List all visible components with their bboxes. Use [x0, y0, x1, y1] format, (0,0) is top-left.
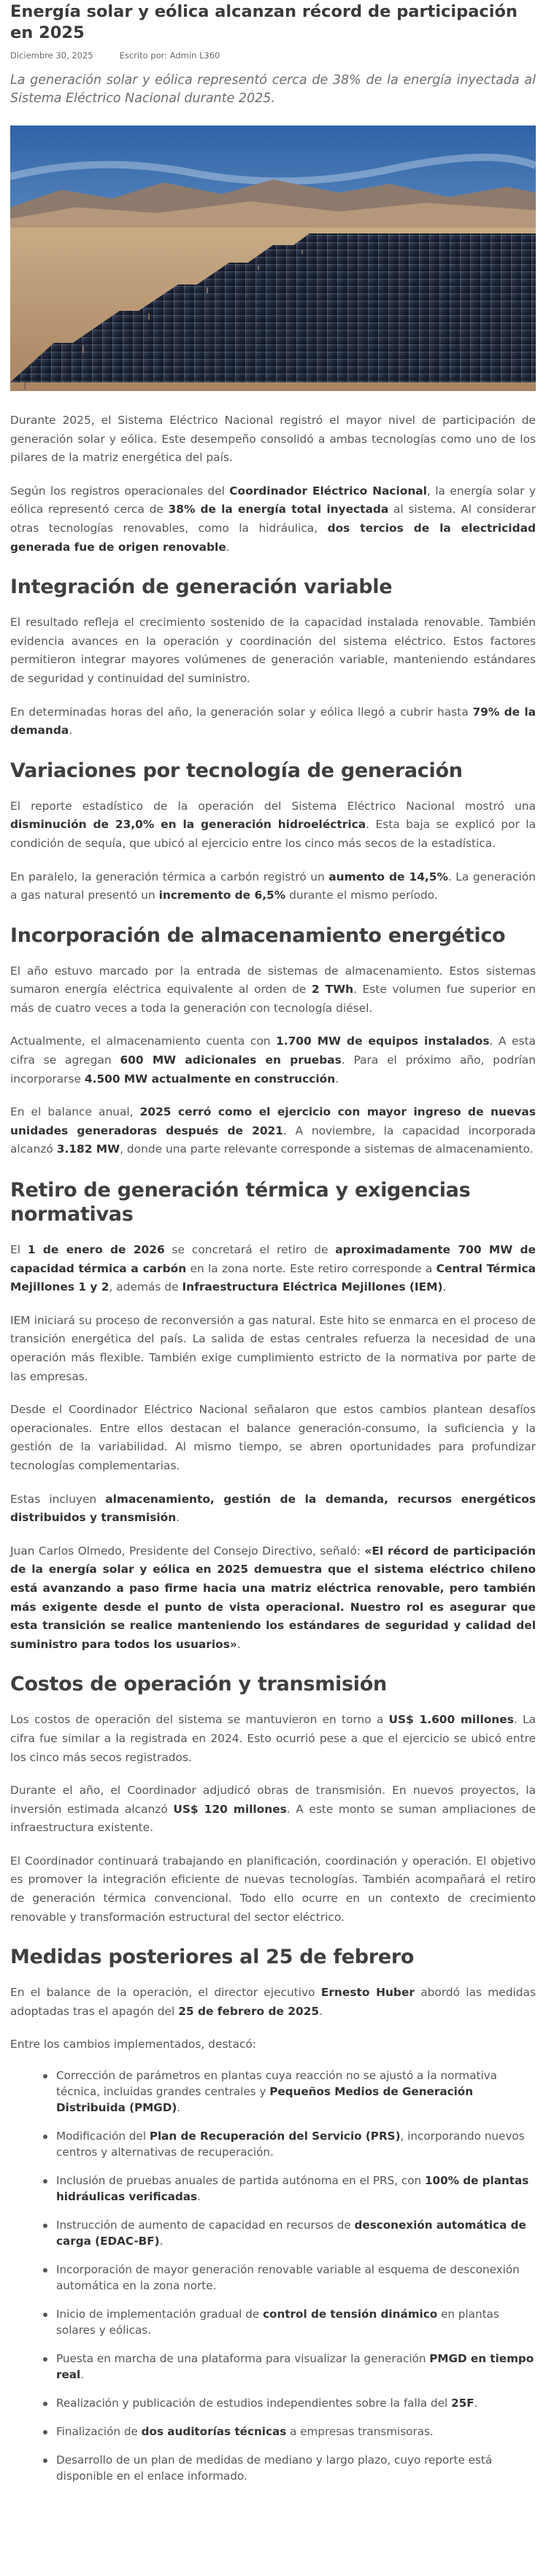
variations-paragraph-2: En paralelo, la generación térmica a carbón registró un aumento de 14,5%. La generación a gas natural presentó un incremento de 6,5% durante el mismo período.	[10, 870, 536, 902]
section-heading-variations: Variaciones por tecnología de generación	[10, 759, 463, 782]
section-heading-storage: Incorporación de almacenamiento energético	[10, 924, 506, 947]
list-item: Realización y publicación de estudios independientes sobre la falla del 25F.	[43, 2395, 536, 2411]
retirement-paragraph-2: IEM iniciará su proceso de reconversión a gas natural. Este hito se enmarca en el proceso de transición energética del país. La salida de estas centrales refuerza la necesidad de una operación más flexible. También exige cumplimiento estricto de la normativa por parte de las empresas.	[10, 1313, 536, 1383]
section-heading-measures: Medidas posteriores al 25 de febrero	[10, 1946, 415, 1969]
section-heading-retirement: Retiro de generación térmica y exigencias normativas	[10, 1179, 471, 1226]
integration-paragraph-1: El resultado refleja el crecimiento sostenido de la capacidad instalada renovable. También evidencia avances en la operación y coordinación del sistema eléctrico. Estos factores permitieron integrar mayores volúmenes de generación variable, manteniendo estándares de seguridad y continuidad del suministro.	[10, 616, 536, 685]
list-item: Inclusión de pruebas anuales de partida autónoma en el PRS, con 100% de plantas hidráulicas verificadas.	[43, 2173, 536, 2205]
list-item: Desarrollo de un plan de medidas de mediano y largo plazo, cuyo reporte está disponible en el enlace informado.	[43, 2452, 536, 2484]
article-title: Energía solar y eólica alcanzan récord de participación en 2025	[10, 2, 518, 42]
storage-paragraph-1: El año estuvo marcado por la entrada de sistemas de almacenamiento. Estos sistemas sumaron energía eléctrica equivalente al orden de 2 TWh. Este volumen fue superior en más de cuatro veces a toda la generación con tecnología diésel.	[10, 964, 537, 1015]
retirement-paragraph-3: Desde el Coordinador Eléctrico Nacional señalaron que estos cambios plantean desafíos operacionales. Entre ellos destacan el balance generación-consumo, la suficiencia y la gestión de la variabilidad. Al mismo tiempo, se abren oportunidades para profundizar tecnologías complementarias.	[10, 1403, 536, 1472]
list-item: Inicio de implementación gradual de control de tensión dinámico en plantas solares y eólicas.	[43, 2306, 536, 2338]
list-item: Modificación del Plan de Recuperación del Servicio (PRS), incorporando nuevos centros y alternativas de recuperación.	[43, 2128, 536, 2160]
measures-paragraph-2: Entre los cambios implementados, destacó:	[10, 2038, 256, 2051]
variations-paragraph-1: El reporte estadístico de la operación del Sistema Eléctrico Nacional mostró una disminución de 23,0% en la generación hidroeléctrica. Esta baja se explicó por la condición de sequía, que ubicó al ejercicio entre los cinco más secos de la estadística.	[10, 799, 537, 850]
retirement-quote: Juan Carlos Olmedo, Presidente del Consejo Directivo, señaló: «El récord de participación de la energía solar y eólica en 2025 demuestra que el sistema eléctrico chileno está avanzando a paso firme hacia una matriz eléctrica renovable, pero también más exigente desde el punto de vista operacional. Nuestro rol es asegurar que esta transición se realice manteniendo los estándares de seguridad y calidad del suministro para todos los usuarios».	[10, 1544, 536, 1651]
retirement-paragraph-1: El 1 de enero de 2026 se concretará el retiro de aproximadamente 700 MW de capacidad térmica a carbón en la zona norte. Este retiro corresponde a Central Térmica Mejillones 1 y 2, además de Infraestructura Eléctrica Mejillones (IEM).	[10, 1243, 537, 1294]
article-date: Diciembre 30, 2025	[10, 50, 93, 61]
intro-paragraph-2: Según los registros operacionales del Coordinador Eléctrico Nacional, la energía solar y eólica representó cerca de 38% de la energía total inyectada al sistema. Al considerar otras tecnologías renovables, como la hidráulica, dos tercios de la electricidad generada fue de origen renovable.	[10, 484, 536, 554]
costs-paragraph-3: El Coordinador continuará trabajando en planificación, coordinación y operación. El objetivo es promover la integración eficiente de nuevas tecnologías. También acompañará el retiro de generación térmica convencional. Todo ello ocurre en un contexto de crecimiento renovable y transformación estructural del sector eléctrico.	[10, 1854, 536, 1924]
list-item: Puesta en marcha de una plataforma para visualizar la generación PMGD en tiempo real.	[43, 2351, 536, 2383]
costs-paragraph-2: Durante el año, el Coordinador adjudicó obras de transmisión. En nuevos proyectos, la inversión estimada alcanzó US$ 120 millones. A este monto se suman ampliaciones de infraestructura existente.	[10, 1784, 536, 1835]
storage-paragraph-2: Actualmente, el almacenamiento cuenta con 1.700 MW de equipos instalados. A esta cifra se agregan 600 MW adicionales en pruebas. Para el próximo año, podrían incorporarse 4.500 MW actualmente en construcción.	[10, 1034, 536, 1086]
list-item: Corrección de parámetros en plantas cuya reacción no se ajustó a la normativa técnica, incluidas grandes centrales y Pequeños Medios de Generación Distribuida (PMGD).	[43, 2068, 536, 2116]
article-lead: La generación solar y eólica representó cerca de 38% de la energía inyectada al Sistema Eléctrico Nacional durante 2025.	[10, 73, 536, 106]
costs-paragraph-1: Los costos de operación del sistema se mantuvieron en torno a US$ 1.600 millones. La cifra fue similar a la registrada en 2024. Esto ocurrió pese a que el ejercicio se ubicó entre los cinco más secos registrados.	[10, 1713, 536, 1764]
integration-paragraph-2: En determinadas horas del año, la generación solar y eólica llegó a cubrir hasta 79% de la demanda.	[10, 705, 536, 738]
intro-paragraph-1: Durante 2025, el Sistema Eléctrico Nacional registró el mayor nivel de participación de generación solar y eólica. Este desempeño consolidó a ambas tecnologías como uno de los pilares de la matriz energética del país.	[10, 414, 536, 465]
list-item: Finalización de dos auditorías técnicas a empresas transmisoras.	[43, 2424, 536, 2440]
measures-list	[10, 2068, 536, 2484]
section-heading-integration: Integración de generación variable	[10, 576, 393, 599]
list-item: Instrucción de aumento de capacidad en recursos de desconexión automática de carga (EDAC-BF).	[43, 2217, 536, 2249]
list-item: Incorporación de mayor generación renovable variable al esquema de desconexión automática en la zona norte.	[43, 2262, 536, 2294]
solar-panels-desert-photo	[10, 125, 536, 391]
storage-paragraph-3: En el balance anual, 2025 cerró como el ejercicio con mayor ingreso de nuevas unidades generadoras después de 2021. A noviembre, la capacidad incorporada alcanzó 3.182 MW, donde una parte relevante corresponde a sistemas de almacenamiento.	[10, 1105, 536, 1156]
hero-image	[10, 125, 536, 391]
section-heading-costs: Costos de operación y transmisión	[10, 1673, 387, 1696]
article-author: Escrito por: Admin L360	[119, 50, 220, 61]
retirement-paragraph-4: Estas incluyen almacenamiento, gestión de la demanda, recursos energéticos distribuidos y transmisión.	[10, 1492, 536, 1525]
measures-paragraph-1: En el balance de la operación, el director ejecutivo Ernesto Huber abordó las medidas adoptadas tras el apagón del 25 de febrero de 2025.	[10, 1986, 536, 2018]
article-meta	[10, 50, 536, 61]
